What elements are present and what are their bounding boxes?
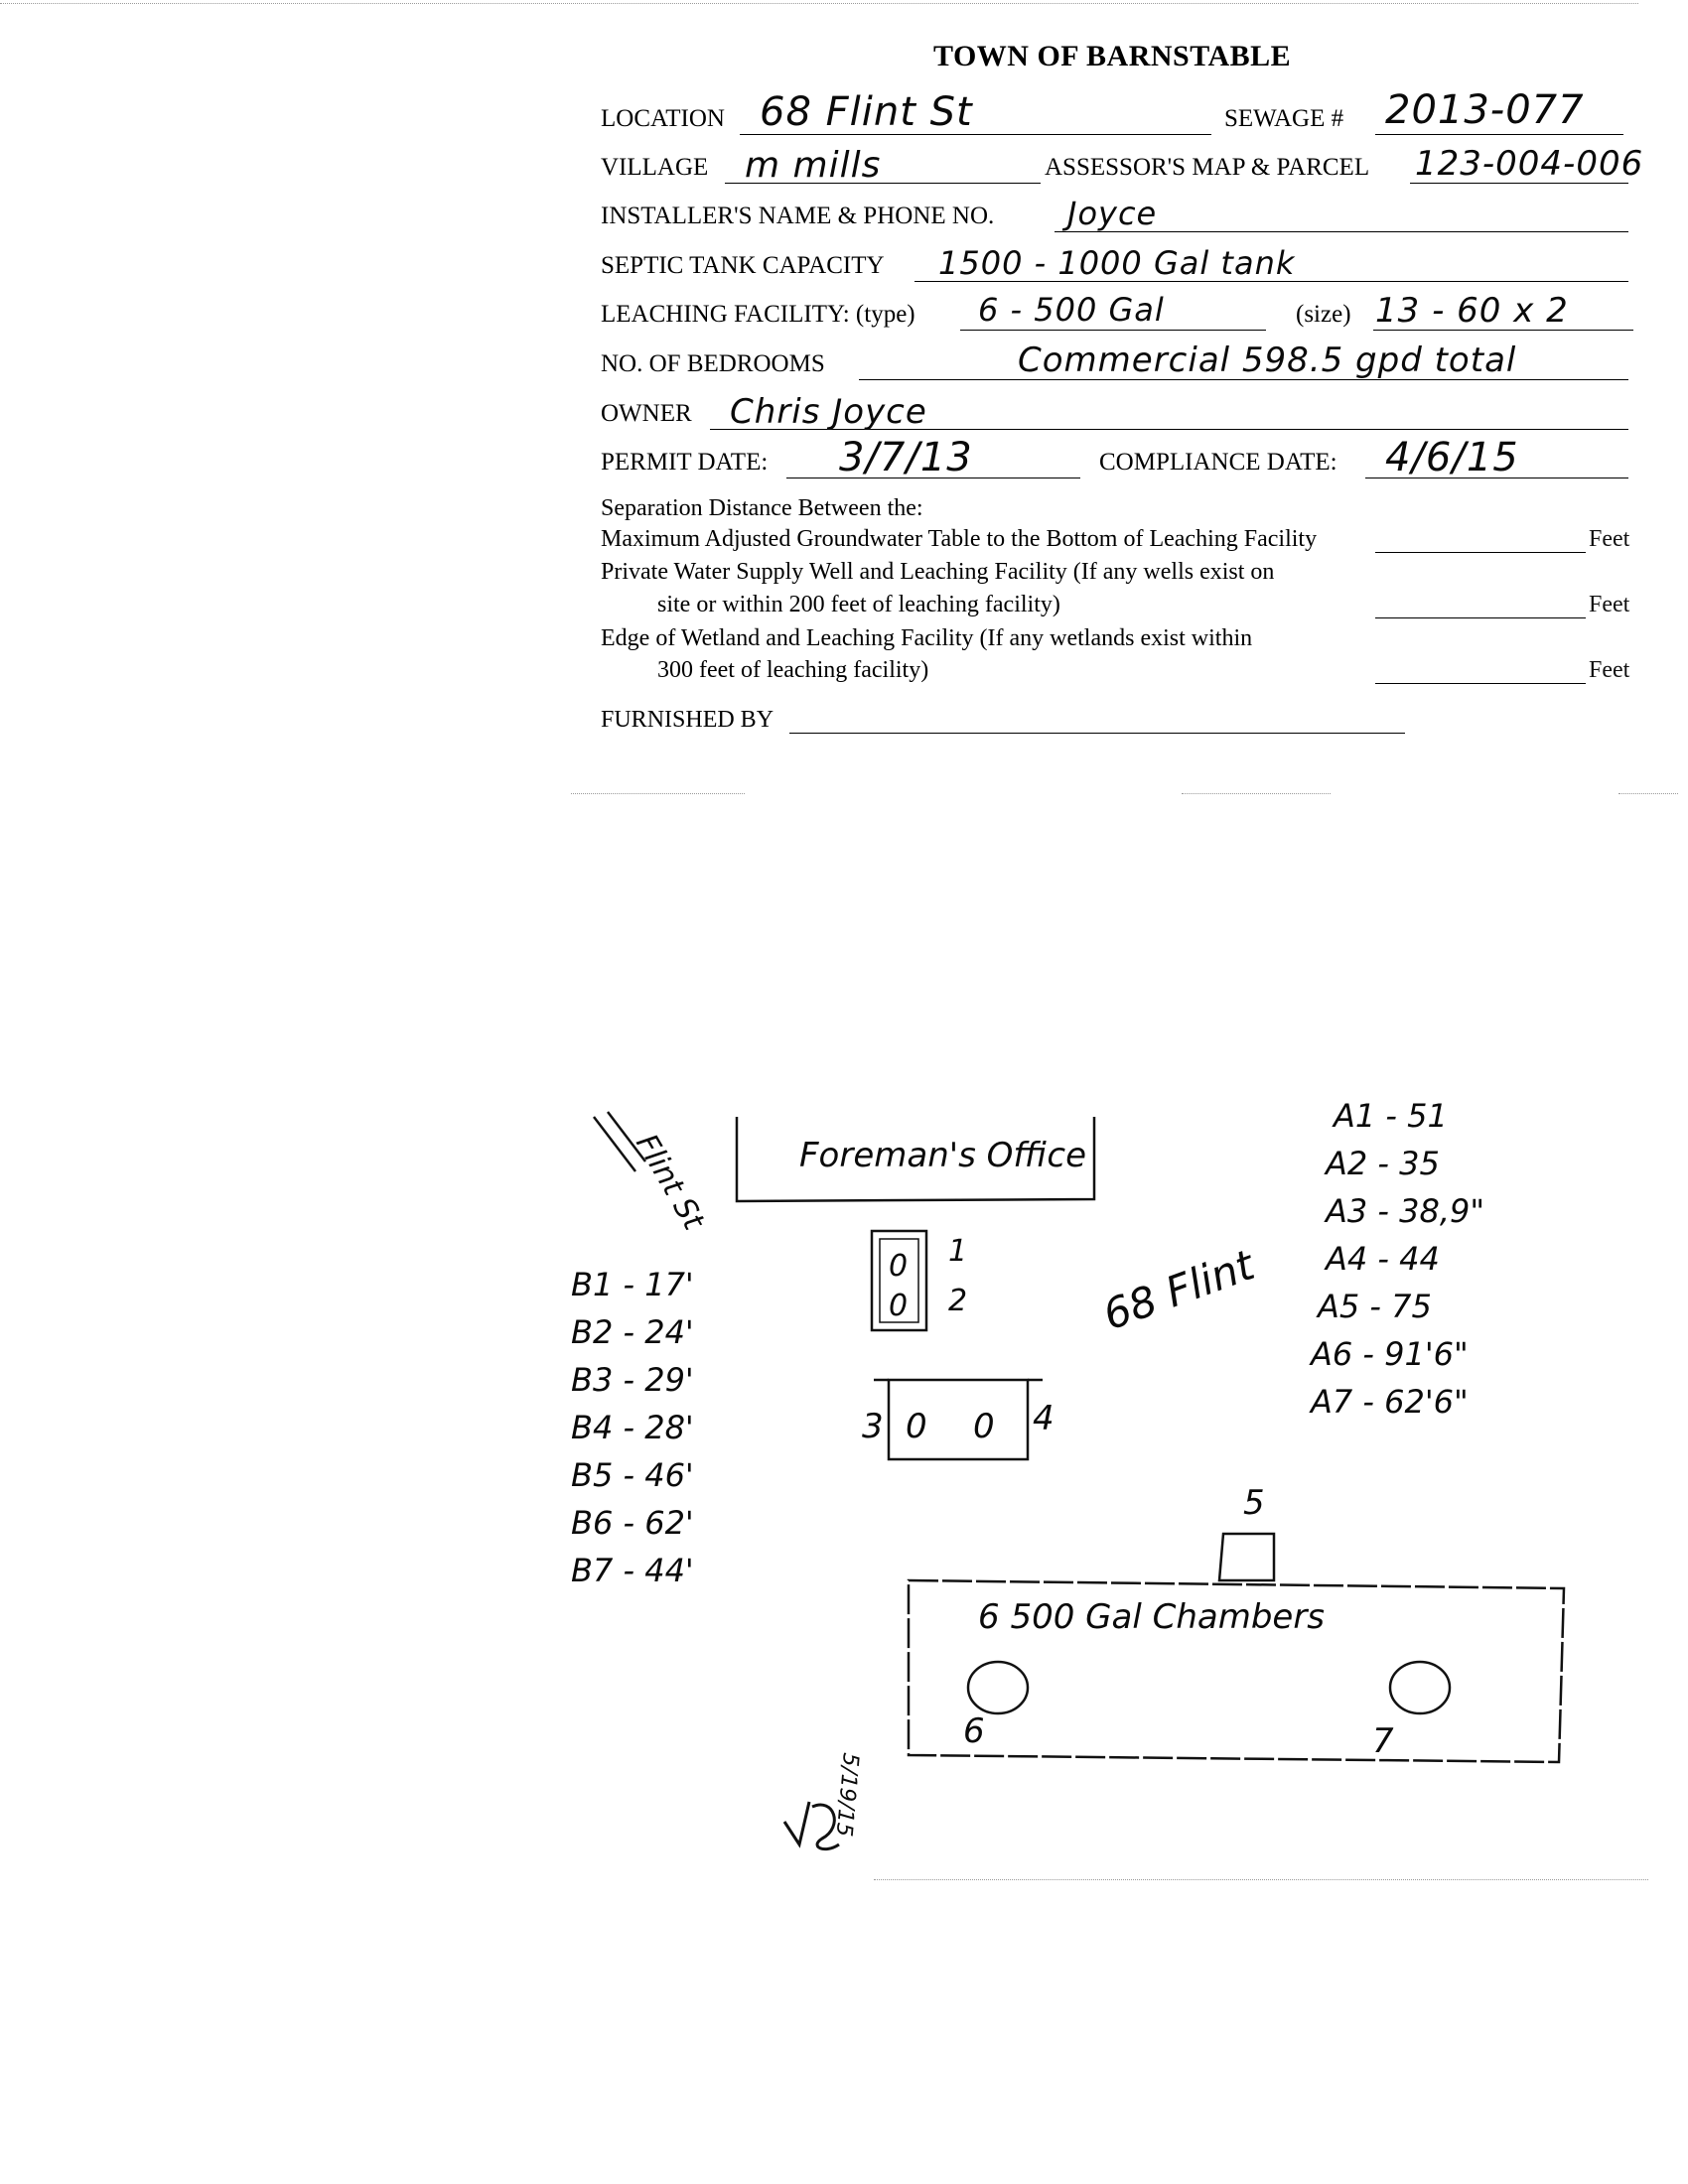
a-tie-4: A4 - 44 [1326, 1240, 1440, 1278]
tank-circle-3: 0 [906, 1407, 927, 1446]
a-tie-2: A2 - 35 [1326, 1145, 1440, 1182]
tank-value: 1500 - 1000 Gal tank [938, 244, 1296, 282]
tank-circle-4: 0 [973, 1407, 995, 1446]
a-tie-5: A5 - 75 [1318, 1288, 1432, 1325]
street-line [594, 1117, 635, 1171]
installer-value: Joyce [1067, 195, 1158, 232]
compliance-value: 4/6/15 [1385, 435, 1519, 480]
marker-1: 1 [948, 1234, 968, 1269]
b-tie-3: B3 - 29' [571, 1361, 694, 1399]
marker-4: 4 [1033, 1399, 1055, 1438]
bedrooms-label: NO. OF BEDROOMS [601, 350, 825, 377]
tank-circle-2: 0 [889, 1289, 909, 1323]
owner-label: OWNER [601, 400, 692, 427]
separation-line-2a: Private Water Supply Well and Leaching Facility (If any wells exist on [601, 559, 1275, 585]
chamber-circle-6 [968, 1662, 1028, 1713]
a-tie-1: A1 - 51 [1334, 1097, 1448, 1135]
separation-line-3a: Edge of Wetland and Leaching Facility (If any wetlands exist within [601, 625, 1253, 651]
village-label: VILLAGE [601, 154, 709, 181]
feet-label-1: Feet [1589, 526, 1630, 552]
marker-2: 2 [948, 1284, 968, 1318]
a-ties-list [1309, 1097, 1484, 1421]
village-value: m mills [745, 145, 882, 186]
marker-6: 6 [963, 1711, 985, 1751]
dbox-outline [1219, 1534, 1274, 1580]
b-tie-1: B1 - 17' [571, 1266, 694, 1303]
a-tie-6: A6 - 91'6" [1311, 1335, 1469, 1373]
sewage-value: 2013-077 [1385, 87, 1585, 133]
owner-value: Chris Joyce [730, 392, 927, 432]
assessor-value: 123-004-006 [1415, 144, 1644, 184]
street-label: Flint St [629, 1128, 711, 1236]
separation-line-2b: site or within 200 feet of leaching facility) [657, 592, 1060, 617]
marker-3: 3 [862, 1407, 884, 1446]
furnished-label: FURNISHED BY [601, 707, 774, 733]
compliance-label: COMPLIANCE DATE: [1099, 449, 1337, 476]
tank-label: SEPTIC TANK CAPACITY [601, 252, 885, 279]
chambers-label: 6 500 Gal Chambers [978, 1597, 1326, 1637]
location-value: 68 Flint St [760, 89, 973, 135]
leaching-value: 6 - 500 Gal [978, 291, 1165, 329]
permit-label: PERMIT DATE: [601, 449, 769, 476]
size-value: 13 - 60 x 2 [1375, 291, 1569, 331]
permit-value: 3/7/13 [839, 435, 973, 480]
assessor-label: ASSESSOR'S MAP & PARCEL [1045, 154, 1370, 181]
a-tie-3: A3 - 38,9" [1326, 1192, 1485, 1230]
inspector-signature [784, 1802, 839, 1849]
feet-label-3: Feet [1589, 657, 1630, 683]
office-label: Foreman's Office [799, 1136, 1086, 1175]
separation-line-1: Maximum Adjusted Groundwater Table to the Bottom of Leaching Facility [601, 526, 1318, 552]
separation-line-3b: 300 feet of leaching facility) [657, 657, 929, 683]
sewage-label: SEWAGE # [1224, 105, 1344, 132]
installer-label: INSTALLER'S NAME & PHONE NO. [601, 203, 995, 229]
marker-5: 5 [1243, 1483, 1265, 1523]
b-tie-5: B5 - 46' [571, 1456, 694, 1494]
b-tie-4: B4 - 28' [571, 1409, 694, 1446]
separation-heading: Separation Distance Between the: [601, 495, 923, 521]
a-tie-7: A7 - 62'6" [1311, 1383, 1469, 1421]
b-ties-list [571, 1266, 694, 1589]
leaching-label: LEACHING FACILITY: (type) [601, 301, 915, 328]
tank-circle-1: 0 [889, 1249, 909, 1284]
marker-7: 7 [1372, 1721, 1394, 1761]
house-label: 68 Flint [1096, 1240, 1261, 1340]
b-tie-6: B6 - 62' [571, 1504, 694, 1542]
size-label: (size) [1296, 301, 1351, 328]
chamber-circle-7 [1390, 1662, 1450, 1713]
bedrooms-value: Commercial 598.5 gpd total [1018, 341, 1517, 380]
form-title: TOWN OF BARNSTABLE [933, 40, 1292, 72]
b-tie-2: B2 - 24' [571, 1313, 694, 1351]
signature-date: 5/19/15 [830, 1751, 863, 1839]
feet-label-2: Feet [1589, 592, 1630, 617]
b-tie-7: B7 - 44' [571, 1552, 694, 1589]
location-label: LOCATION [601, 105, 725, 132]
